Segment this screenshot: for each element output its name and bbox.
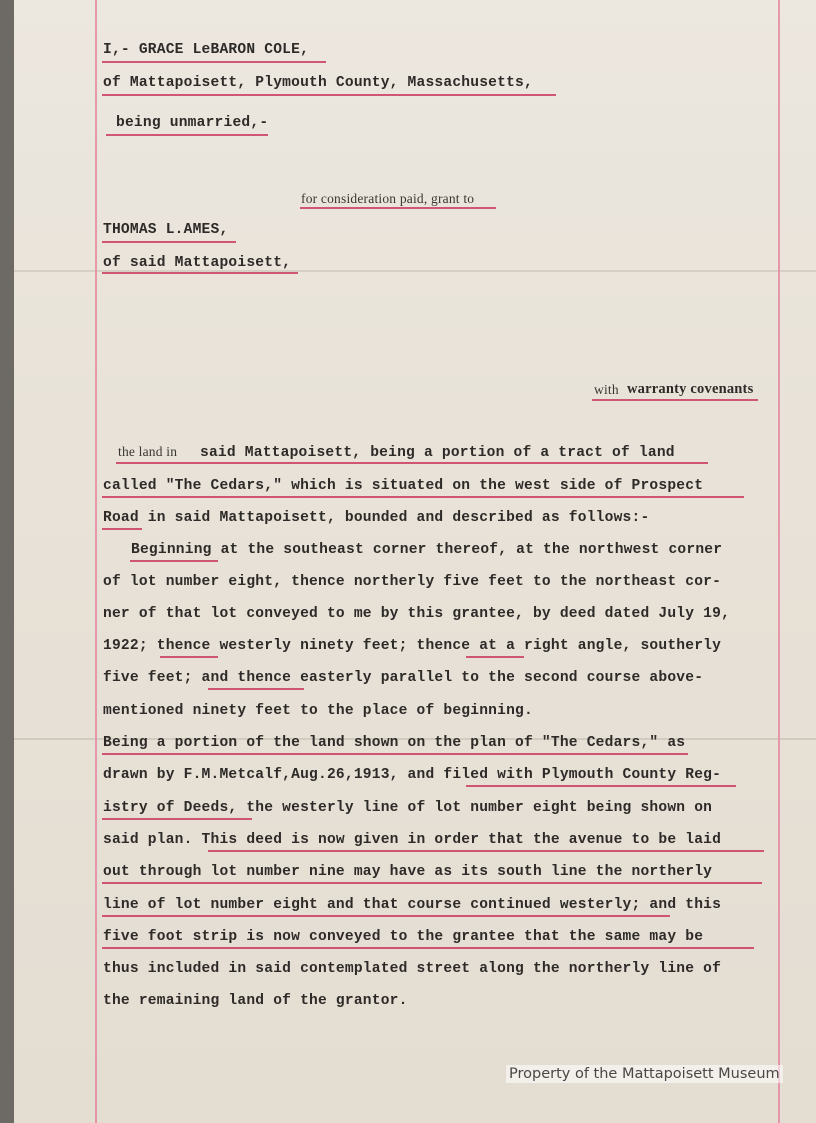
description-line: 1922; thence westerly ninety feet; thence at a right angle, southerly <box>103 638 722 654</box>
grantor-residence: of Mattapoisett, Plymouth County, Massachusetts, <box>103 75 533 91</box>
grantor-name: I,- GRACE LeBARON COLE, <box>103 42 310 58</box>
description-line: out through lot number nine may have as its south line the northerly <box>103 864 713 880</box>
description-line: of lot number eight, thence northerly five feet to the northeast cor- <box>103 574 722 590</box>
description-line: ner of that lot conveyed to me by this grantee, by deed dated July 19, <box>103 606 731 622</box>
covenants-text: warranty covenants <box>627 381 754 397</box>
underline <box>102 496 744 498</box>
underline <box>300 207 496 209</box>
underline <box>102 272 298 274</box>
description-lead-in: the land in <box>118 444 178 459</box>
description-line: istry of Deeds, the westerly line of lot number eight being shown on <box>103 800 713 816</box>
right-margin-line <box>778 0 780 1123</box>
consideration-clause: for consideration paid, grant to <box>301 191 475 206</box>
underline <box>592 399 758 401</box>
underline <box>102 241 236 243</box>
covenants-prefix: with <box>594 382 619 397</box>
left-margin-line <box>95 0 97 1123</box>
underline <box>208 850 764 852</box>
description-line: said plan. This deed is now given in order that the avenue to be laid <box>103 832 722 848</box>
description-line: the remaining land of the grantor. <box>103 993 408 1009</box>
description-line: drawn by F.M.Metcalf,Aug.26,1913, and filed with Plymouth County Reg- <box>103 767 722 783</box>
underline <box>466 785 736 787</box>
underline <box>106 134 268 136</box>
description-line: line of lot number eight and that course continued westerly; and this <box>103 897 722 913</box>
underline <box>102 882 762 884</box>
grantor-status: being unmarried,- <box>116 115 269 131</box>
underline <box>466 656 524 658</box>
description-line: mentioned ninety feet to the place of beginning. <box>103 703 533 719</box>
underline <box>102 753 688 755</box>
description-line: Being a portion of the land shown on the plan of "The Cedars," as <box>103 735 686 751</box>
description-line: said Mattapoisett, being a portion of a tract of land <box>200 445 675 461</box>
grantee-residence: of said Mattapoisett, <box>103 255 292 271</box>
underline <box>160 656 218 658</box>
underline <box>102 915 670 917</box>
description-line: Beginning at the southeast corner thereof, at the northwest corner <box>131 542 723 558</box>
underline <box>102 818 252 820</box>
underline <box>102 61 326 63</box>
underline <box>208 688 304 690</box>
underline <box>102 528 142 530</box>
description-line: called "The Cedars," which is situated on the west side of Prospect <box>103 478 704 494</box>
grantee-name: THOMAS L.AMES, <box>103 222 229 238</box>
description-line: Road in said Mattapoisett, bounded and described as follows:- <box>103 510 650 526</box>
deed-page <box>14 0 816 1123</box>
underline <box>116 462 708 464</box>
description-line: thus included in said contemplated street along the northerly line of <box>103 961 722 977</box>
underline <box>130 560 218 562</box>
museum-watermark: Property of the Mattapoisett Museum <box>506 1065 783 1083</box>
underline <box>102 94 556 96</box>
description-line: five feet; and thence easterly parallel to the second course above- <box>103 670 704 686</box>
underline <box>102 947 754 949</box>
description-line: five foot strip is now conveyed to the grantee that the same may be <box>103 929 704 945</box>
